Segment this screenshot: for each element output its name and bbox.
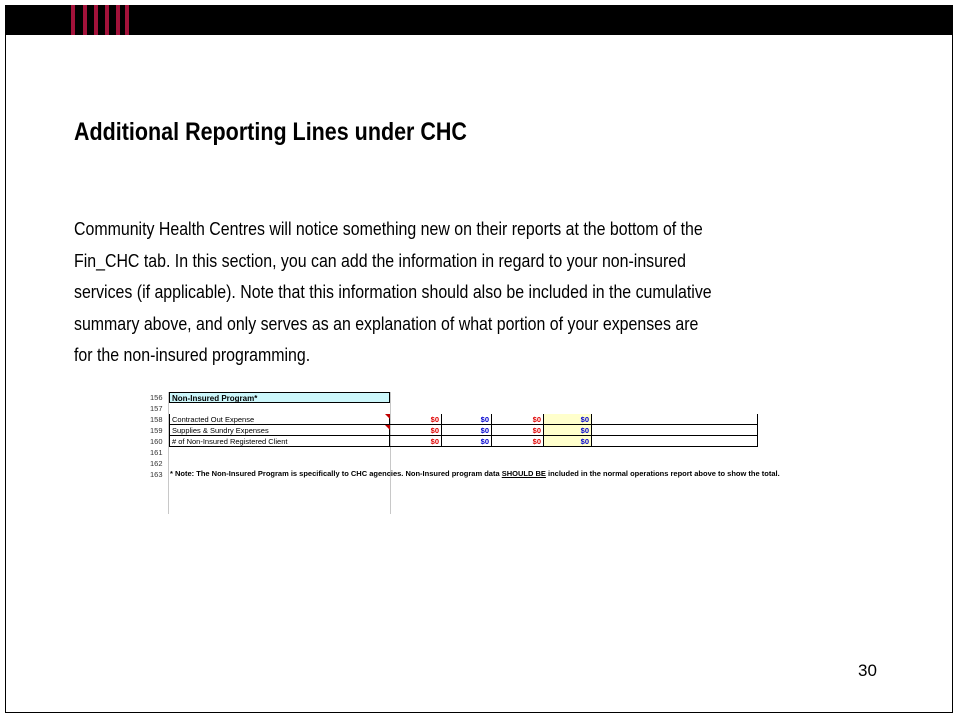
row-number: 158: [150, 415, 163, 424]
value-cell[interactable]: $0: [390, 436, 442, 447]
row-number: 156: [150, 393, 163, 402]
slide-body: [74, 213, 848, 371]
body-line: services (if applicable). Note that this information should also be included in the cumulative: [74, 281, 712, 302]
value-cell[interactable]: $0: [492, 436, 544, 447]
stripe: [83, 5, 87, 35]
note-text: * Note: The Non-Insured Program is specifically to CHC agencies. Non-Insured program data: [170, 469, 502, 478]
row-number: 160: [150, 437, 163, 446]
stripe: [71, 5, 75, 35]
slide-title: Additional Reporting Lines under CHC: [74, 118, 467, 146]
row-number-divider: [168, 392, 169, 514]
row-number: 162: [150, 459, 163, 468]
empty-cell[interactable]: [592, 414, 758, 425]
row-number: 157: [150, 404, 163, 413]
stripe: [94, 5, 98, 35]
stripe: [105, 5, 109, 35]
note-text: included in the normal operations report above to show the total.: [545, 469, 780, 478]
stripe: [125, 5, 129, 35]
row-number: 161: [150, 448, 163, 457]
body-line: Fin_CHC tab. In this section, you can add the information in regard to your non-insured: [74, 249, 686, 271]
value-cell[interactable]: $0: [492, 414, 544, 425]
value-cell[interactable]: $0: [390, 425, 442, 436]
body-line: for the non-insured programming.: [74, 344, 311, 365]
sheet-header-cell[interactable]: Non-Insured Program*: [169, 392, 390, 403]
slide-number: 30: [858, 661, 877, 680]
row-number: 159: [150, 426, 163, 435]
value-cell[interactable]: $0: [492, 425, 544, 436]
label-column-divider: [390, 392, 391, 514]
value-cell[interactable]: $0: [544, 414, 592, 425]
spreadsheet-snippet: [150, 392, 870, 514]
value-cell[interactable]: $0: [390, 414, 442, 425]
value-cell[interactable]: $0: [442, 436, 492, 447]
note-emphasis: SHOULD BE: [501, 469, 546, 478]
row-label-cell[interactable]: # of Non-Insured Registered Client: [169, 436, 390, 447]
body-line: summary above, and only serves as an explanation of what portion of your expenses are: [74, 312, 699, 334]
empty-cell[interactable]: [592, 425, 758, 436]
top-bar: [5, 5, 953, 35]
row-number: 163: [150, 470, 163, 479]
row-label-cell[interactable]: Supplies & Sundry Expenses: [169, 425, 390, 436]
value-cell[interactable]: $0: [442, 414, 492, 425]
sheet-note: [170, 469, 780, 478]
empty-cell[interactable]: [592, 436, 758, 447]
row-label-cell[interactable]: Contracted Out Expense: [169, 414, 390, 425]
body-line: Community Health Centres will notice something new on their reports at the bottom of the: [74, 218, 703, 239]
value-cell[interactable]: $0: [442, 425, 492, 436]
value-cell[interactable]: $0: [544, 436, 592, 447]
stripe: [116, 5, 120, 35]
value-cell[interactable]: $0: [544, 425, 592, 436]
